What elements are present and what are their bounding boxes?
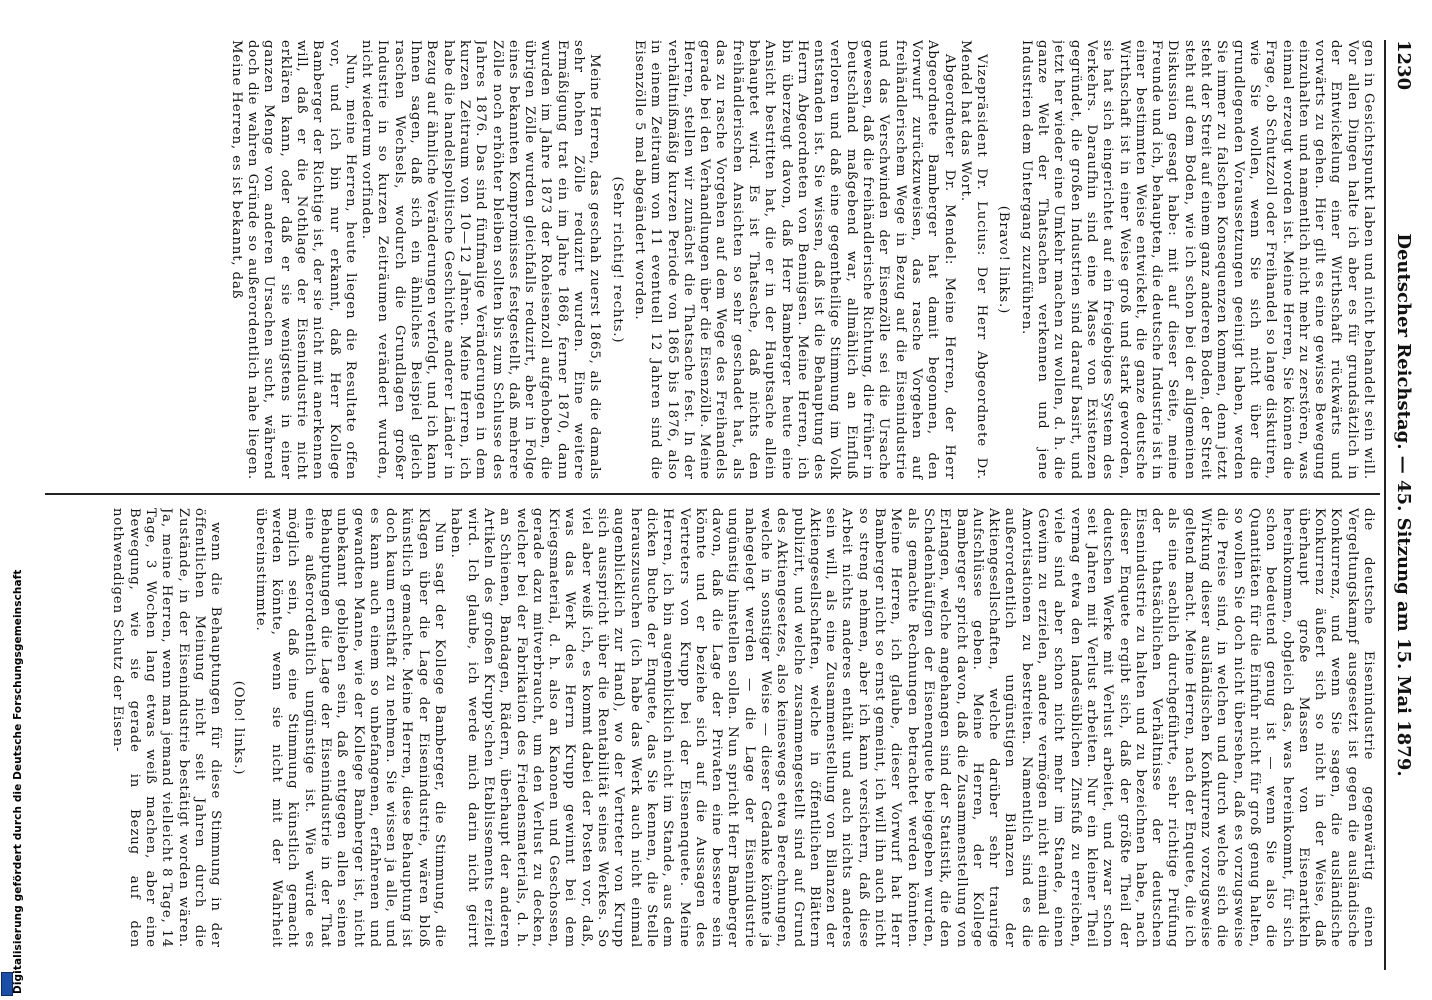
left-column	[46, 40, 1376, 480]
paragraph: Nun, meine Herren, heute liegen die Resultate offen vor, und ich bin nur erkannt, daß Herr Kollege Bamberger der Richtige ist, der sie nicht mit anerkennen will, daß er die Nothlage der Eisenindustrie nicht erklären kann, oder daß er sie wenigstens in einer ganzen Menge von anderen Ursachen sucht, während doch die wahren Gründe so außerordentlich nahe liegen. Meine Herren, es ist bekannt, daß	[228, 40, 358, 480]
interjection: (Sehr richtig! rechts.)	[609, 176, 625, 344]
paragraph: Nun sagt der Kollege Bamberger, die Stimmung, die Klagen über die Lage der Eisenindustrie, wären bloß künstlich gemachte. Meine Herren, diese Behauptung ist doch kaum ernsthaft zu nehmen. Sie wissen ja alle, und es kann auch einem so unbefangenen, erfahrenen und gewandten Manne, wie der Kollege Bamberger ist, nicht unbekannt geblieben sein, daß entgegen allen seinen Behauptungen die Lage der Eisenindustrie in der That eine außerordentlich ungünstige ist. Wie würde es möglich sein, daß eine Stimmung künstlich gemacht werden könnte, wenn sie nicht mit der Wahrheit übereinstimmte.	[252, 508, 448, 948]
right-column	[46, 508, 1376, 948]
interjection: (Bravo! links.)	[996, 205, 1012, 315]
paragraph: die deutsche Eisenindustrie gegenwärtig einen Vergeltungskampf ausgesetzt ist gegen die ausländische Konkurrenz, und wenn Sie sagen, die ausländische Konkurrenz äußert sich so nicht in der Weise, daß überhaupt große Massen von Eisenartikeln hereinkommen, obgleich das, was hereinkommt, für sich schon bedeutend genug ist — wenn Sie also die Quantitäten für die Einfuhr nicht für groß genug halten, so wollen Sie doch nicht übersehen, daß es vorzugsweise die Preise sind, in welchen und durch welche sich die Wirkung dieser ausländischen Konkurrenz vorzugsweise geltend macht. Meine Herren, nach der Enquete, die ich als eine sachlich durchgeführte, sehr richtige Prüfung der thatsächlichen Verhältnisse der deutschen Eisenindustrie zu halten und zu bezeichnen habe, nach dieser Enquete ergibt sich, daß der größte Theil der deutschen Werke mit Verlust arbeitet, und zwar schon seit Jahren mit Verlust arbeiten. Nur ein kleiner Theil vermag etwa den landesüblichen Zinsfuß zu erreichen, viele sind aber schon nicht mehr im Stande, einen Gewinn zu erzielen, andere vermögen nicht einmal die Amortisationen zu bestreiten. Namentlich sind es die außerordentlich ungünstigen Bilanzen der Aktiengesellschaften, welche darüber sehr traurige Aufschlüsse geben. Meine Herren, der Kollege Bamberger spricht davon, daß die Zusammenstellung von Erlangen, welche angehangen sind der Statistik, die den Schadenhäufigen der Eisenenquete beigegeben wurden, als gemachte Rechnungen betrachtet werden könnten. Meine Herren, ich glaube, dieser Vorwurf hat Herr Bamberger nicht so ernst gemeint, ich will ihn auch nicht so streng nehmen, aber ich kann versichern, daß diese Arbeit nichts anderes enthält und auch nichts anderes sein will, als eine Zusammenstellung von Bilanzen der Aktiengesellschaften, welche in öffentlichen Blättern publizirt, und welche zusammengestellt sind auf Grund des Aktiengesetzes, also keineswegs etwa Berechnungen, welche in sonstiger Weise — dieser Gedanke könnte ja nahegelegt werden — die Lage der Eisenindustrie ungünstig hinstellen sollen. Nun spricht Herr Bamberger davon, daß die Lage der Privaten eine bessere sein könnte und er beziehe sich auf die Aussagen des Vertreters von Krupp bei der Eisenenquete. Meine Herren, ich bin augenblicklich nicht im Stande, aus dem dicken Buche der Enquete, das Sie kennen, die Stelle herauszusuchen (ich habe das Werk auch nicht einmal augenblicklich zur Hand), wo der Vertreter von Krupp sich ausspricht über die Rentabilität seines Werkes. So viel aber weiß ich, es kommt dabei der Posten vor, daß, was das Werk des Herrn Krupp gewinnt bei dem Kriegsmaterial, d. h. also an Kanonen und Geschossen, gerade dazu mitverbraucht, um den Verlust zu decken, welcher bei der Fabrikation des Friedensmaterials, d. h. an Schienen, Bandagen, Rädern, überhaupt der anderen Artikeln des großen Krupp'schen Etablissements erzielt wird. Ich glaube, ich werde mich darin nicht geirrt haben.	[448, 508, 1376, 948]
running-title: Deutscher Reichstag. — 45. Sitzung am 15. Mai 1879.	[1393, 233, 1414, 777]
interjection: (Oho! links.)	[230, 680, 246, 776]
page-header	[1386, 40, 1420, 970]
paragraph: Meine Herren, das geschah zuerst 1865, als die damals sehr hohen Zölle reduzirt wurden. Eine weitere Ermäßigung trat ein im Jahre 1868, ferner 1870, dann wurden im Jahre 1873 der Roheisenzoll aufgehoben, die übrigen Zölle wurden gleichfalls reduzirt, aber in Folge eines bekannten Kompromisses festgestellt, daß mehrere Zölle noch erhöhter bleiben sollten bis zum Schlusse des Jahres 1876. Das sind fünfmalige Veränderungen in dem kurzen Zeitraum von 10—12 Jahren. Meine Herren, ich habe die handelspolitische Geschichte anderer Länder in Bezug auf ähnliche Veränderungen verfolgt, und ich kann Ihnen sagen, daß sich ein ähnliches Beispiel gleich raschen Wechsels, wodurch die Grundlagen großer Industrie in so kurzen Zeiträumen verändert wurden, nicht wiederum vorfinden.	[359, 40, 603, 480]
column-divider	[45, 493, 1380, 495]
header-rule	[1384, 40, 1386, 970]
paragraph: gen in Gesichtspunkt laben und nicht behandelt sein will. Vor allen Dingen halte ich aber es für grundsätzlich in der Entwickelung einer Wirthschaft rückwärts und vorwärts zu gehen. Hier gilt es eine gewisse Bewegung einzuhalten und namentlich nicht mehr zu zerstören, was einmal erzeugt worden ist. Meine Herren, Sie können die Frage, ob Schutzzoll oder Freihandel so lange diskutiren, wie Sie wollen, wenn Sie sich nicht über die grundlegenden Voraussetzungen geeinigt haben, werden Sie immer zu falschen Konsequenzen kommen, denn jetzt steht der Streit auf einem ganz anderen Boden, der Streit steht auf dem Boden, wie ich schon bei der allgemeinen Diskussion gesagt habe: mit auf dieser Seite, meine Freunde und ich, behaupten, die deutsche Industrie ist in einer bestimmten Weise entwickelt, die ganze deutsche Wirthschaft ist in einer Weise groß und stark geworden, sie hat sich eingerichtet auf ein freigebiges System des Verkehrs. Daraufhin sind eine Masse von Existenzen gegründet, die großen Industrien sind darauf basirt, und jetzt her wieder eine Umkehr machen zu wollen, d. h. die ganze Welt der Thatsachen verkennen und jene Industrien dem Untergang zuzuführen.	[1018, 40, 1376, 480]
rotated-document-page	[30, 40, 1420, 970]
paragraph: Vizepräsident Dr. Lucius: Der Herr Abgeordnete Dr. Mendel hat das Wort.	[957, 40, 990, 480]
page-number: 1230	[1393, 40, 1414, 91]
digitization-credit: Digitalisierung gefördert durch die Deutsche Forschungsgemeinschaft	[12, 569, 24, 994]
paragraph: wenn die Behauptungen für diese Stimmung in der öffentlichen Meinung nicht seit Jahren durch die Zustände, in der Eisenindustrie bestätigt worden wären. Ja, meine Herren, wenn man jemand vielleicht 8 Tage, 14 Tage, 3 Wochen lang etwas weiß machen, aber eine Bewegung, wie sie gerade in Bezug auf den nothwendigen Schutz der Eisen-	[110, 508, 224, 948]
paragraph: Abgeordneter Dr. Mendel: Meine Herren, der Herr Abgeordnete Bamberger hat damit begonnen, den Vorwurf zurückzuweisen, das rasche Vorgehen auf freihändlerischem Wege in Bezug auf die Eisenindustrie und das Verschwinden der Eisenzölle sei die Ursache gewesen, daß die freihändlerische Richtung, die früher in Deutschland maßgebend war, allmählich an Einfluß verloren und daß eine gegentheilige Stimmung im Volk entstanden ist. Sie wissen, daß ist die Behauptung des Herrn Abgeordneten von Bennigsen. Meine Herren, ich bin überzeugt davon, daß Herr Bamberger heute eine Ansicht bestritten hat, die er in der Hauptsache allein behauptet wird. Es ist Thatsache, daß nichts den freihändlerischen Ansichten so sehr geschadet hat, als das zu rasche Vorgehen auf dem Wege des Freihandels gerade bei den Verhandlungen über die Eisenzölle. Meine Herren, stellen wir zunächst die Thatsache fest. In der verhältnißmäßig kurzen Periode von 1865 bis 1876, also in einem Zeitraum von 11 eventuell 12 Jahren sind die Eisenzölle 5 mal abgeändert worden.	[631, 40, 957, 480]
